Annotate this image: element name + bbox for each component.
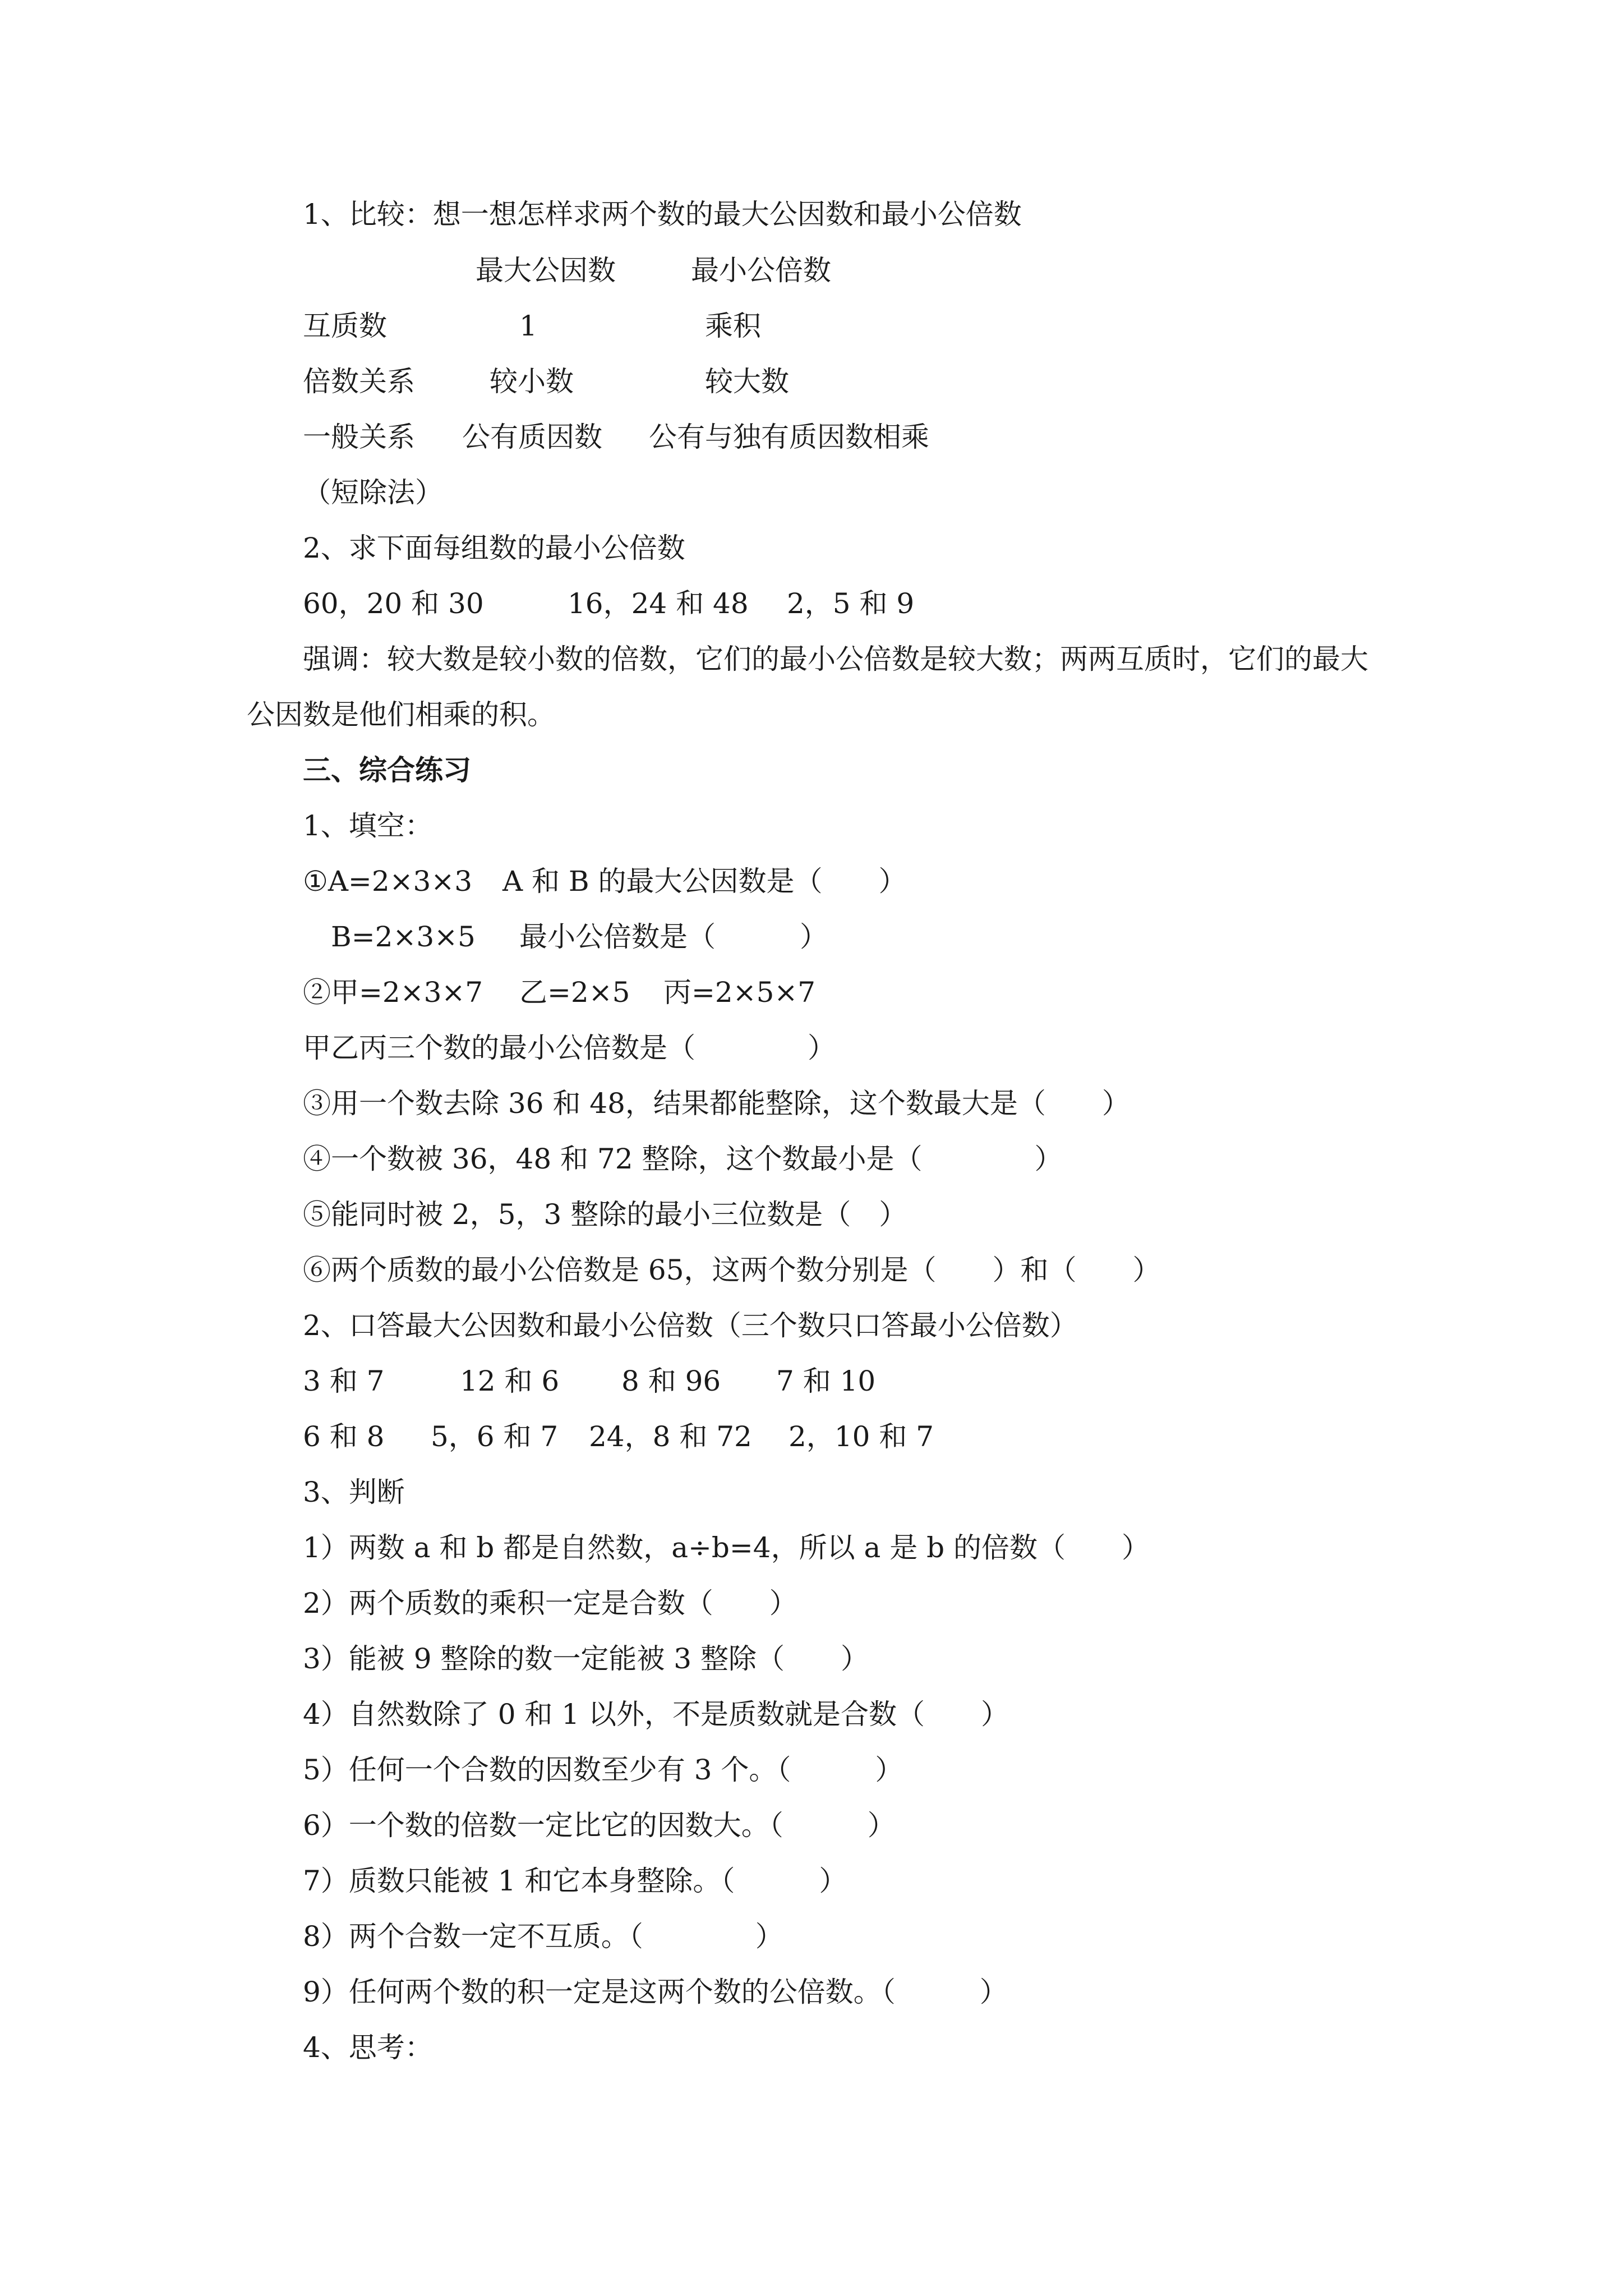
judge-statement: 3）能被 9 整除的数一定能被 3 整除（ ） (303, 1642, 869, 1675)
q6-text: ⑥两个质数的最小公倍数是 65，这两个数分别是（ ）和（ ） (303, 1254, 1161, 1286)
judge-statement: 7）质数只能被 1 和它本身整除。（ ） (303, 1865, 847, 1897)
judge-statement: 6）一个数的倍数一定比它的因数大。（ ） (303, 1809, 896, 1842)
q1a-text: A 和 B 的最大公因数是（ ） (502, 865, 907, 898)
oral-pair: 8 和 96 (621, 1365, 721, 1397)
q2-text: 甲乙丙三个数的最小公倍数是（ ） (303, 1032, 836, 1064)
q2-jia: ②甲=2×3×7 (303, 976, 483, 1009)
q1b-text: 最小公倍数是（ ） (519, 921, 828, 953)
oral-pair: 7 和 10 (776, 1365, 876, 1397)
q2-bing: 丙=2×5×7 (663, 976, 816, 1009)
header-gcd: 最大公因数 (476, 254, 616, 287)
method-note: （短除法） (303, 476, 443, 509)
judge-statement: 2）两个质数的乘积一定是合数（ ） (303, 1587, 797, 1619)
judge-statement: 4）自然数除了 0 和 1 以外，不是质数就是合数（ ） (303, 1698, 1009, 1731)
row-label: 倍数关系 (303, 365, 415, 398)
lcm-group: 2，5 和 9 (787, 587, 915, 620)
section3-title: 三、综合练习 (303, 753, 471, 786)
row-lcm: 公有与独有质因数相乘 (649, 421, 929, 453)
oral-pair: 6 和 8 (303, 1420, 385, 1453)
row-gcd: 较小数 (490, 365, 574, 398)
header-lcm: 最小公倍数 (691, 254, 831, 287)
oral-pair: 5，6 和 7 (431, 1420, 559, 1453)
q4-text: ④一个数被 36，48 和 72 整除，这个数最小是（ ） (303, 1143, 1063, 1175)
q2-yi: 乙=2×5 (519, 976, 630, 1009)
compare-heading: 1、比较：想一想怎样求两个数的最大公因数和最小公倍数 (303, 198, 1022, 231)
row-lcm: 较大数 (705, 365, 789, 398)
oral-pair: 12 和 6 (460, 1365, 560, 1397)
q5-text: ⑤能同时被 2，5，3 整除的最小三位数是（ ） (303, 1198, 907, 1231)
row-label: 一般关系 (303, 421, 415, 453)
judge-statement: 5）任何一个合数的因数至少有 3 个。（ ） (303, 1754, 903, 1786)
judge-heading: 3、判断 (303, 1476, 405, 1508)
think-heading: 4、思考： (303, 2031, 433, 2064)
row-lcm: 乘积 (705, 310, 761, 342)
row-label: 互质数 (303, 310, 387, 342)
q3-text: ③用一个数去除 36 和 48，结果都能整除，这个数最大是（ ） (303, 1087, 1130, 1120)
oral-pair: 3 和 7 (303, 1365, 385, 1397)
judge-statement: 1）两数 a 和 b 都是自然数，a÷b=4，所以 a 是 b 的倍数（ ） (303, 1531, 1150, 1564)
lcm-group: 16，24 和 48 (568, 587, 749, 620)
oral-heading: 2、口答最大公因数和最小公倍数（三个数只口答最小公倍数） (303, 1309, 1078, 1342)
lcm-group: 60，20 和 30 (303, 587, 484, 620)
judge-statement: 8）两个合数一定不互质。（ ） (303, 1920, 783, 1953)
row-gcd: 公有质因数 (462, 421, 602, 453)
row-gcd: 1 (519, 310, 537, 342)
emphasis-text: 公因数是他们相乘的积。 (247, 698, 555, 731)
lcm-task-heading: 2、求下面每组数的最小公倍数 (303, 532, 685, 564)
fill-heading: 1、填空： (303, 809, 433, 842)
oral-pair: 24，8 和 72 (589, 1420, 752, 1453)
judge-statement: 9）任何两个数的积一定是这两个数的公倍数。（ ） (303, 1976, 1008, 2008)
q1a-expression: ①A=2×3×3 (303, 865, 473, 898)
q1b-expression: B=2×3×5 (331, 921, 476, 953)
emphasis-text: 强调：较大数是较小数的倍数，它们的最小公倍数是较大数；两两互质时，它们的最大 (303, 643, 1368, 675)
oral-pair: 2，10 和 7 (789, 1420, 934, 1453)
